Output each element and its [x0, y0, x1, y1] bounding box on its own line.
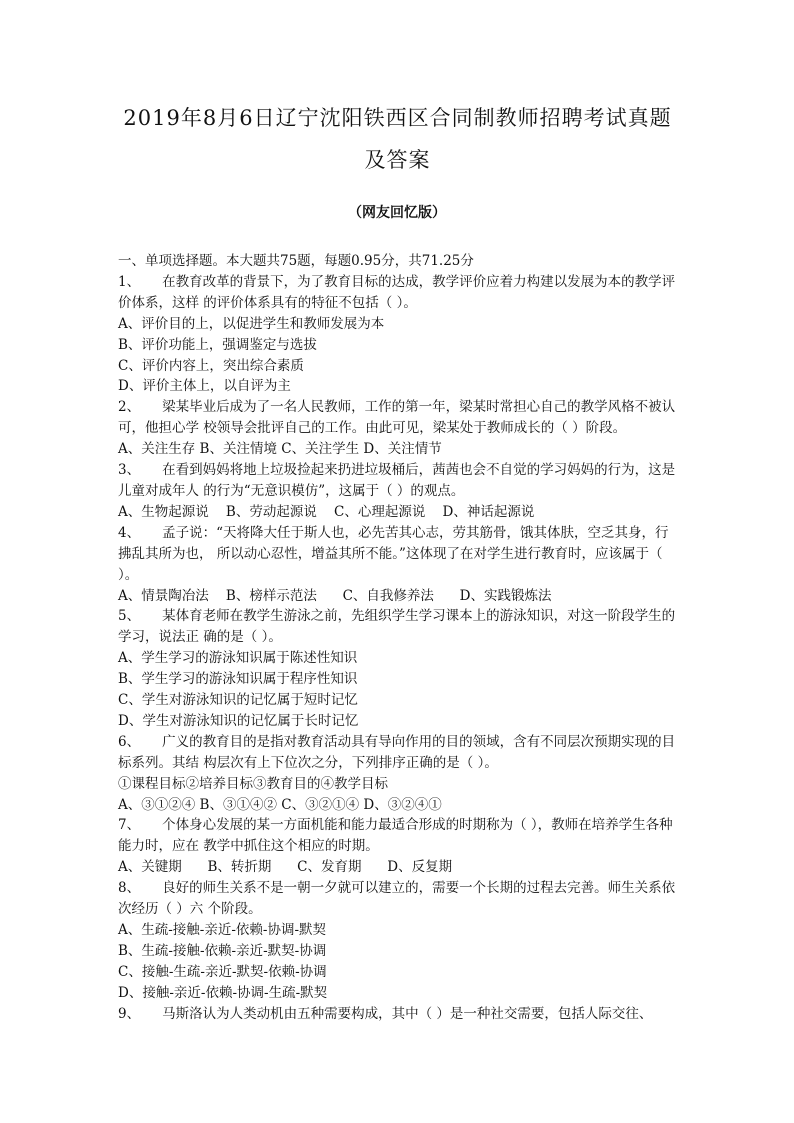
question-stem: 个体身心发展的某一方面机能和能力最适合形成的时期称为（ ），教师在培养学生各种能力时，应在 教学中抓住这个相应的时期。 — [118, 817, 673, 855]
question-8 — [118, 878, 678, 920]
option: B、生疏-接触-依赖-亲近-默契-协调 — [118, 942, 327, 959]
option: C、接触-生疏-亲近-默契-依赖-协调 — [118, 963, 327, 980]
option: D、学生对游泳知识的记忆属于长时记忆 — [118, 712, 359, 729]
question-stem: 某体育老师在教学生游泳之前，先组织学生学习课本上的游泳知识，对这一阶段学生的学习，说法正 确的是（ ）。 — [118, 608, 676, 646]
document-subtitle: （网友回忆版） — [348, 205, 446, 221]
question-number: 3、 — [118, 462, 141, 479]
question-4 — [118, 523, 678, 586]
question-number: 4、 — [118, 524, 141, 541]
question-stem: 孟子说：“天将降大任于斯人也，必先苦其心志，劳其筋骨，饿其体肤，空乏其身，行拂乱其所为也， 所以动心忍性，增益其所不能。”这体现了在对学生进行教育时，应该属于（ ）。 — [118, 524, 669, 583]
option: A、关键期 B、转折期 C、发育期 D、反复期 — [118, 859, 453, 876]
option: A、③①②④ B、③①④② C、③②①④ D、③②④① — [118, 796, 442, 813]
document-title-line-2: 及答案 — [364, 148, 431, 172]
question-number: 2、 — [118, 399, 141, 416]
question-stem: 梁某毕业后成为了一名人民教师，工作的第一年，梁某时常担心自己的教学风格不被认可，他担心学 校领导会批评自己的工作。由此可见，梁某处于教师成长的（ ）阶段。 — [118, 399, 676, 437]
option: A、学生学习的游泳知识属于陈述性知识 — [118, 650, 358, 667]
question-3 — [118, 460, 678, 502]
option: A、评价目的上，以促进学生和教师发展为本 — [118, 315, 385, 332]
question-stem: 在教育改革的背景下，为了教育目标的达成，教学评价应着力构建以发展为本的教学评价体系，这样 的评价体系具有的特征不包括（ ）。 — [118, 273, 676, 311]
option: B、评价功能上，强调鉴定与选拔 — [118, 336, 317, 353]
question-2 — [118, 397, 678, 439]
option: A、关注生存 B、关注情境 C、关注学生 D、关注情节 — [118, 441, 442, 458]
question-number: 5、 — [118, 608, 141, 625]
question-number: 7、 — [118, 817, 141, 834]
option: A、生疏-接触-亲近-依赖-协调-默契 — [118, 922, 327, 938]
document-body — [118, 251, 678, 1025]
question-9 — [118, 1004, 678, 1025]
question-number: 9、 — [118, 1005, 141, 1022]
document-title-line-1: 2019年8月6日辽宁沈阳铁西区合同制教师招聘考试真题 — [123, 106, 672, 130]
question-number: 8、 — [118, 880, 141, 897]
question-stem: 广义的教育目的是指对教育活动具有导向作用的目的领域，含有不同层次预期实现的目标系列。其结 构层次有上下位次之分，下列排序正确的是（ ）。 — [118, 733, 676, 771]
option: B、学生学习的游泳知识属于程序性知识 — [118, 671, 358, 688]
question-6 — [118, 732, 678, 774]
question-7 — [118, 815, 678, 857]
option: ①课程目标②培养目标③教育目的④教学目标 — [118, 775, 388, 792]
question-stem: 在看到妈妈将地上垃圾捡起来扔进垃圾桶后，茜茜也会不自觉的学习妈妈的行为，这是儿童对成年人 的行为“无意识模仿”，这属于（ ）的观点。 — [118, 462, 676, 499]
option: A、生物起源说 B、劳动起源说 C、心理起源说 D、神话起源说 — [118, 503, 535, 520]
option: C、学生对游泳知识的记忆属于短时记忆 — [118, 692, 358, 709]
question-number: 1、 — [118, 273, 141, 290]
option: D、评价主体上，以自评为主 — [118, 378, 291, 395]
option: A、情景陶冶法 B、榜样示范法 C、自我修养法 D、实践锻炼法 — [118, 587, 552, 604]
question-stem: 马斯洛认为人类动机由五种需要构成，其中（ ）是一种社交需要，包括人际交往、 — [162, 1005, 653, 1022]
question-1 — [118, 272, 678, 314]
option: D、接触-亲近-依赖-协调-生疏-默契 — [118, 984, 328, 1001]
question-5 — [118, 606, 678, 648]
section-heading: 一、单项选择题。本大题共75题，每题0.95分，共71.25分 — [118, 253, 474, 269]
option: C、评价内容上，突出综合素质 — [118, 357, 304, 374]
question-number: 6、 — [118, 733, 141, 750]
question-stem: 良好的师生关系不是一朝一夕就可以建立的，需要一个长期的过程去完善。师生关系依次经历（ ）六 个阶段。 — [118, 880, 676, 918]
